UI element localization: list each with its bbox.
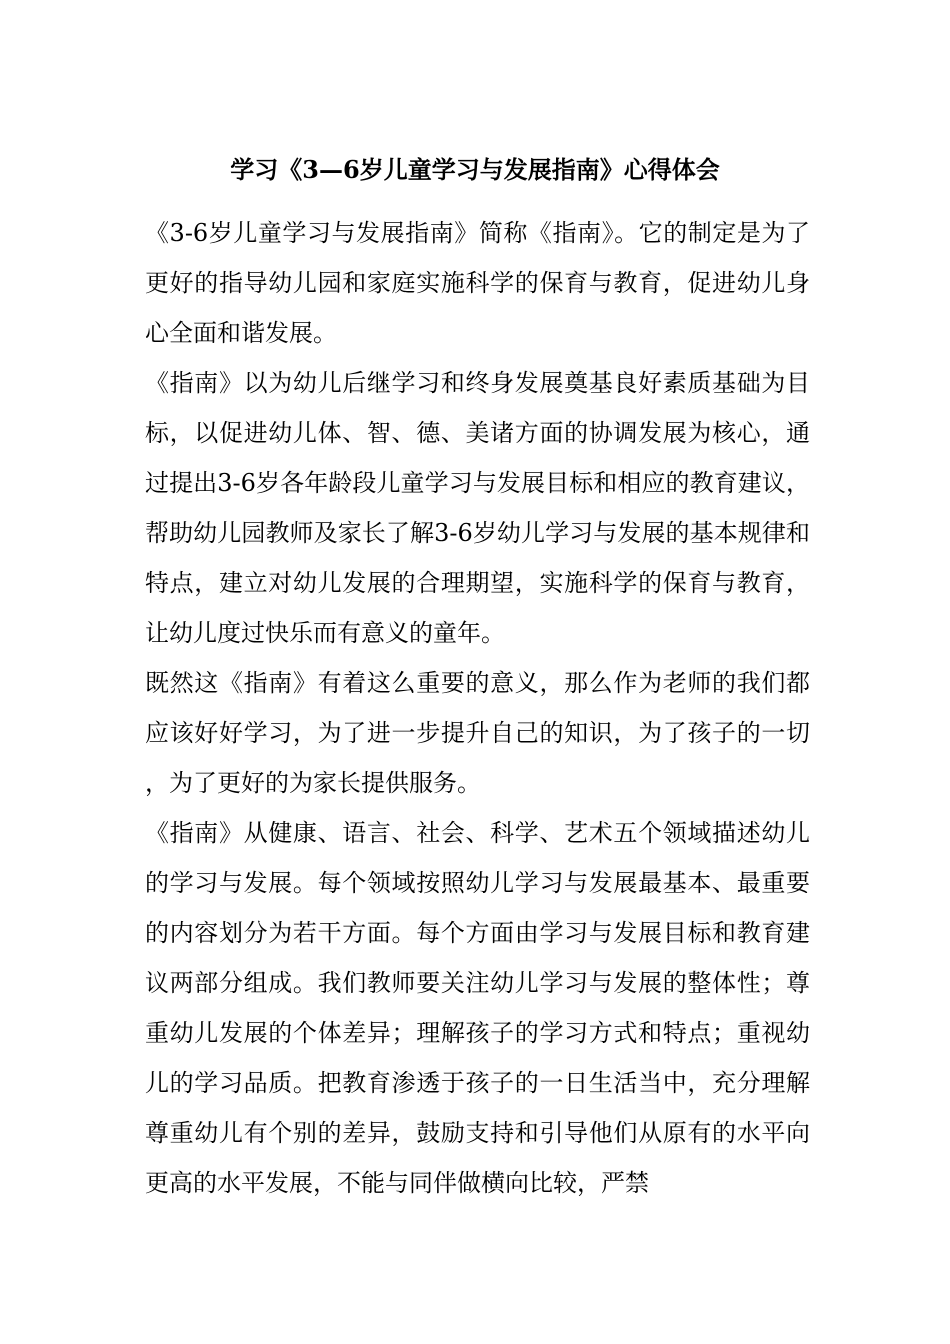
paragraph-significance: 既然这《指南》有着这么重要的意义，那么作为老师的我们都应该好好学习，为了进一步提升自己的知识，为了孩子的一切，为了更好的为家长提供服务。 [145,669,810,797]
document-title: 学习《3—6岁儿童学习与发展指南》心得体会 [230,155,720,184]
paragraph-domains: 《指南》从健康、语言、社会、科学、艺术五个领域描述幼儿的学习与发展。每个领域按照幼儿学习与发展最基本、最重要的内容划分为若干方面。每个方面由学习与发展目标和教育建议两部分组成。我们教师要关注幼儿学习与发展的整体性；尊重幼儿发展的个体差异；理解孩子的学习方式和特点；重视幼儿的学习品质。把教育渗透于孩子的一日生活当中，充分理解尊重幼儿有个别的差异，鼓励支持和引导他们从原有的水平向更高的水平发展，不能与同伴做横向比较，严禁 [145,819,810,1197]
paragraph-goals: 《指南》以为幼儿后继学习和终身发展奠基良好素质基础为目标，以促进幼儿体、智、德、美诸方面的协调发展为核心，通过提出3-6岁各年龄段儿童学习与发展目标和相应的教育建议，帮助幼儿园教师及家长了解3-6岁幼儿学习与发展的基本规律和特点，建立对幼儿发展的合理期望，实施科学的保育与教育，让幼儿度过快乐而有意义的童年。 [145,369,810,647]
paragraph-intro: 《3-6岁儿童学习与发展指南》简称《指南》。它的制定是为了更好的指导幼儿园和家庭实施科学的保育与教育，促进幼儿身心全面和谐发展。 [145,219,810,347]
document-body [145,208,810,1208]
